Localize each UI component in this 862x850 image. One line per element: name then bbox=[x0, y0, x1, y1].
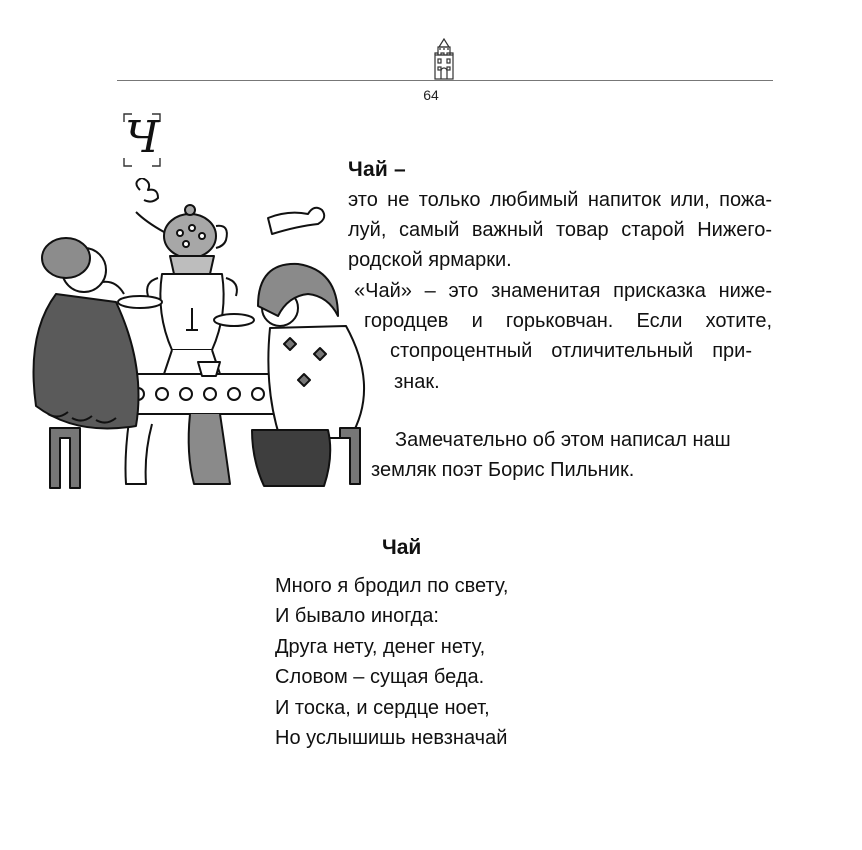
entry-title: Чай – bbox=[348, 158, 406, 181]
entry-line: луй, самый важный товар старой Нижего- bbox=[348, 219, 772, 241]
poem-line: Много я бродил по свету, bbox=[275, 575, 509, 597]
drop-letter bbox=[118, 110, 166, 172]
poem-line: Друга нету, денег нету, bbox=[275, 636, 486, 658]
drop-letter-char: Ч bbox=[125, 112, 160, 163]
entry-line: Замечательно об этом написал наш bbox=[395, 429, 731, 451]
entry-line: знак. bbox=[394, 371, 440, 393]
poem-line: Словом – сущая беда. bbox=[275, 666, 485, 688]
entry-line: это не только любимый напиток или, пожа- bbox=[348, 189, 772, 211]
poem-line: И тоска, и сердце ноет, bbox=[275, 697, 490, 719]
page-number: 64 bbox=[423, 87, 439, 103]
poem-title: Чай bbox=[382, 536, 422, 559]
header-rule bbox=[117, 80, 773, 81]
entry-line: земляк поэт Борис Пильник. bbox=[371, 459, 635, 481]
entry-line: «Чай» – это знаменитая присказка ниже- bbox=[354, 280, 772, 302]
entry-line: родской ярмарки. bbox=[348, 249, 512, 271]
tea-party-samovar-illustration bbox=[20, 178, 382, 496]
entry-line: стопроцентный отличительный при- bbox=[390, 340, 752, 362]
entry-line: городцев и горьковчан. Если хотите, bbox=[364, 310, 772, 332]
poem-line: Но услышишь невзначай bbox=[275, 727, 508, 749]
kremlin-tower-icon bbox=[428, 38, 460, 80]
poem-line: И бывало иногда: bbox=[275, 605, 439, 627]
